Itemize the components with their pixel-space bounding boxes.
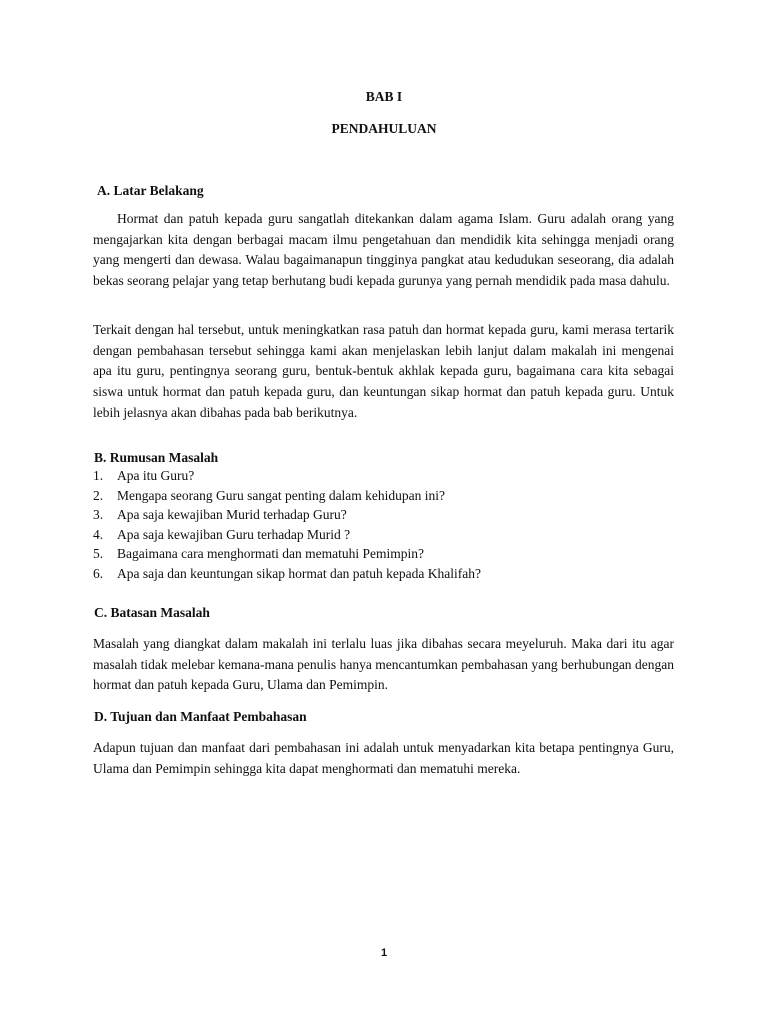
- section-c-heading: C. Batasan Masalah: [94, 605, 210, 620]
- section-a-paragraph-2: Terkait dengan hal tersebut, untuk meningkatkan rasa patuh dan hormat kepada guru, kami merasa tertarik dengan pembahasan tersebut sehingga kami akan menjelaskan lebih lanjut dalam makalah ini mengenai apa itu guru, pentingnya seorang guru, bentuk-bentuk akhlak kepada guru, bagaimana cara kita sebagai siswa untuk hormat dan patuh kepada guru, dan keuntungan sikap hormat dan patuh kepada guru. Untuk lebih jelasnya akan dibahas pada bab berikutnya.: [93, 322, 674, 420]
- section-d-heading: D. Tujuan dan Manfaat Pembahasan: [94, 709, 307, 724]
- list-item: [93, 544, 481, 564]
- list-item-text: Apa saja kewajiban Murid terhadap Guru?: [117, 507, 347, 523]
- list-item-number: 5.: [93, 546, 104, 562]
- list-item-number: 4.: [93, 526, 104, 542]
- section-a-paragraph-1: Hormat dan patuh kepada guru sangatlah ditekankan dalam agama Islam. Guru adalah orang yang mengajarkan kita dengan berbagai macam ilmu pengetahuan dan mendidik kita sehingga menjadi orang yang mengerti dan dewasa. Walau bagaimanapun tingginya pangkat atau kedudukan seseorang, dia adalah bekas seorang pelajar yang tetap berhutang budi kepada gurunya yang pernah mendidik pada masa dahulu.: [93, 211, 674, 289]
- section-b-heading: B. Rumusan Masalah: [94, 450, 219, 465]
- list-item-text: Bagaimana cara menghormati dan mematuhi Pemimpin?: [117, 546, 425, 562]
- list-item-number: 6.: [93, 565, 104, 581]
- list-item-text: Apa itu Guru?: [117, 468, 195, 483]
- section-a-heading: A. Latar Belakang: [97, 183, 204, 198]
- list-item: [93, 466, 481, 486]
- list-item: [93, 525, 481, 545]
- problem-list: [93, 466, 481, 584]
- list-item-text: Mengapa seorang Guru sangat penting dalam kehidupan ini?: [117, 487, 446, 503]
- list-item: [93, 564, 481, 584]
- list-item: [93, 505, 481, 525]
- chapter-title: PENDAHULUAN: [331, 121, 437, 136]
- list-item-number: 2.: [93, 487, 104, 503]
- list-item-text: Apa saja dan keuntungan sikap hormat dan patuh kepada Khalifah?: [117, 565, 481, 581]
- list-item-number: 3.: [93, 507, 104, 523]
- chapter-label: BAB I: [365, 89, 403, 104]
- list-item: [93, 486, 481, 506]
- section-c-paragraph: Masalah yang diangkat dalam makalah ini terlalu luas jika dibahas secara meyeluruh. Maka dari itu agar masalah tidak melebar kemana-mana penulis hanya mencantumkan pembahasan yang berhubungan dengan hormat dan patuh kepada Guru, Ulama dan Pemimpin.: [93, 636, 674, 693]
- page-number: 1: [380, 947, 388, 959]
- list-item-text: Apa saja kewajiban Guru terhadap Murid ?: [117, 526, 351, 542]
- list-item-number: 1.: [93, 468, 104, 483]
- section-d-paragraph: Adapun tujuan dan manfaat dari pembahasan ini adalah untuk menyadarkan kita betapa pentingnya Guru, Ulama dan Pemimpin sehingga kita dapat menghormati dan mematuhi mereka.: [93, 740, 674, 776]
